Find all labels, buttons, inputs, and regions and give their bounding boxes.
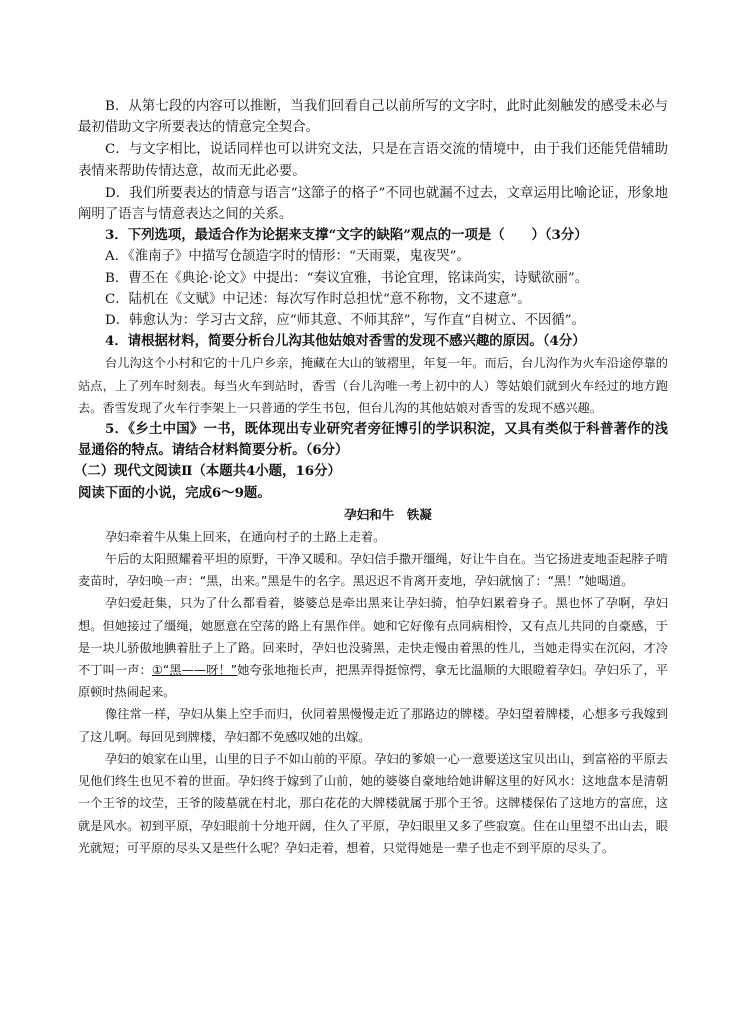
story-paragraph-3-text-end: 她夸张地拖长声，把黑弄得挺惊愕，拿无比温顺的大眼瞪着孕妇。孕妇乐了，平原顿时热闹起来。 xyxy=(78,663,668,700)
q2-option-c: C．与文字相比，说话同样也可以讲究文法，只是在言语交流的情境中，由于我们还能凭借辅助表情来帮助传情达意，故而无此必要。 xyxy=(78,142,668,179)
section-instruction: 阅读下面的小说，完成6～9题。 xyxy=(78,484,271,501)
q4-stem: 4．请根据材料，简要分析台儿沟其他姑娘对香雪的发现不感兴趣的原因。（4分） xyxy=(105,333,586,350)
story-title: 孕妇和牛 铁凝 xyxy=(344,506,432,522)
q3-option-b: B．曹丕在《典论·论文》中提出：“奏议宜雅，书论宜理，铭诔尚实，诗赋欲丽”。 xyxy=(105,270,589,286)
story-paragraph-5: 孕妇的娘家在山里，山里的日子不如山前的平原。孕妇的爹娘一心一意要送这宝贝出山，到富裕的平原去见他们终生也见不着的世面。孕妇终于嫁到了山前，她的婆婆自豪地给她讲解这里的好风水：这地盘本是清朝一个王爷的坟茔，王爷的陵墓就在村北，那白花花的大牌楼就属于那个王爷。这牌楼保佑了这地方的富庶，这就是风水。初到平原，孕妇眼前十分地开阔，住久了平原，孕妇眼里又多了些寂寞。住在山里望不出山去，眼光就短；可平原的尽头又是些什么呢？孕妇走着，想着，只觉得她是一辈子也走不到平原的尽头了。 xyxy=(78,751,668,855)
document-page xyxy=(74,96,668,859)
story-paragraph-3 xyxy=(78,592,668,703)
section-header: （二）现代文阅读Ⅱ（本题共4小题，16分） xyxy=(74,463,341,480)
q4-material: 台儿沟这个小村和它的十几户乡亲，掩藏在大山的皱褶里，年复一年。而后，台儿沟作为火车沿途停靠的站点，上了列车时刻表。每当火车到站时，香雪（台儿沟唯一考上初中的人）等姑娘们就到火车经过的地方跑去。香雪发现了火车行李架上一只普通的学生书包，但台儿沟的其他姑娘对香雪的发现不感兴趣。 xyxy=(78,356,668,415)
story-paragraph-3-text: 孕妇爱赶集，只为了什么都看着，婆婆总是牵出黑来让孕妇骑，怕孕妇累着身子。黑也怀了孕啊，孕妇想。但她接过了缰绳，她愿意在空荡的路上有黑作伴。她和它好像有点同病相怜，又有点儿共同的自豪感，于是一块儿骄傲地腆着肚子上了路。回来时，孕妇也没骑黑，走快走慢由着黑的性儿，当她走得实在沉闷，才冷不丁叫一声： xyxy=(78,596,668,678)
q3-option-d: D．韩愈认为：学习古文辞，应“师其意、不师其辞”，写作直“自树立、不因循”。 xyxy=(105,313,586,329)
story-paragraph-1: 孕妇牵着牛从集上回来，在通向村子的土路上走着。 xyxy=(105,529,386,544)
story-paragraph-4: 像往常一样，孕妇从集上空手而归，伙同着黑慢慢走近了那路边的牌楼。孕妇望着牌楼，心想多亏我嫁到了这儿啊。每回见到牌楼，孕妇都不免感叹她的出嫁。 xyxy=(78,707,668,744)
q2-option-b: B．从第七段的内容可以推断，当我们回看自己以前所写的文字时，此时此刻触发的感受未必与最初借助文字所要表达的情意完全契合。 xyxy=(78,99,668,136)
story-paragraph-2: 午后的太阳照耀着平坦的原野，干净又暖和。孕妇信手撒开缰绳，好让牛自在。当它扬进麦地歪起脖子啃麦苗时，孕妇唤一声：“黑，出来。”黑是牛的名字。黑迟迟不肯离开麦地，孕妇就恼了：“黑！”她喝道。 xyxy=(78,552,668,589)
q3-option-a: A．《淮南子》中描写仓颉造字时的情形：“天雨粟，鬼夜哭”。 xyxy=(105,249,470,265)
q3-option-c: C．陆机在《文赋》中记述：每次写作时总担忧“意不称物，文不逮意”。 xyxy=(105,291,531,307)
q2-option-d: D．我们所要表达的情意与语言“这篰子的格子”不同也就漏不过去，文章运用比喻论证，形象地阐明了语言与情意表达之间的关系。 xyxy=(78,185,668,223)
q5-stem: 5．《乡土中国》一书，既体现出专业研究者旁征博引的学识积淀，又具有类似于科普著作的浅显通俗的特点。请结合材料简要分析。（6分） xyxy=(78,421,668,459)
q3-stem: 3．下列选项，最适合作为论据来支撑“文字的缺陷”观点的一项是（ ）（3分） xyxy=(105,227,588,244)
underlined-quote: ①“黑——呀！” xyxy=(151,663,238,678)
